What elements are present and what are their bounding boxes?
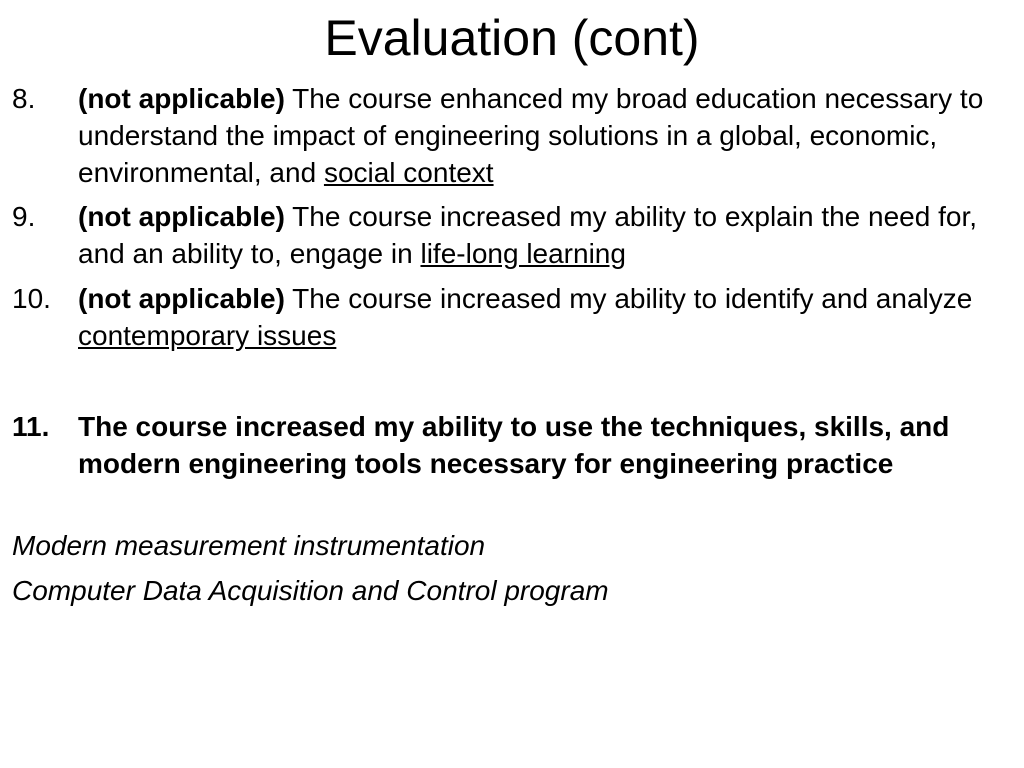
item-prefix: (not applicable)	[78, 283, 285, 314]
item-number: 9.	[12, 201, 36, 232]
item-number: 11.	[12, 411, 50, 442]
item-body: The course increased my ability to explain the need for, and an ability to, engage in	[78, 201, 978, 269]
item-number: 10.	[12, 283, 51, 314]
item-prefix: (not applicable)	[78, 201, 285, 232]
item-underlined-term: life-long learning	[420, 238, 626, 269]
item-text	[78, 198, 1008, 272]
item-underlined-term: contemporary issues	[78, 320, 337, 351]
item-number: 8.	[12, 83, 36, 114]
item-underlined-term: social context	[323, 157, 494, 188]
note-measurement-instrumentation: Modern measurement instrumentation	[12, 530, 486, 561]
item-prefix: (not applicable)	[78, 83, 285, 114]
note-data-acquisition-program: Computer Data Acquisition and Control program	[12, 575, 609, 606]
item-text	[78, 80, 1008, 191]
item-text	[78, 280, 1008, 354]
item-body: The course increased my ability to identify and analyze	[284, 283, 973, 314]
item-body: The course enhanced my broad education necessary to understand the impact of engineering solutions in a global, economic, environmental, and	[78, 83, 984, 188]
slide-title: Evaluation (cont)	[324, 10, 700, 66]
item-text: The course increased my ability to use the techniques, skills, and modern engineering tools necessary for engineering practice	[78, 411, 950, 479]
